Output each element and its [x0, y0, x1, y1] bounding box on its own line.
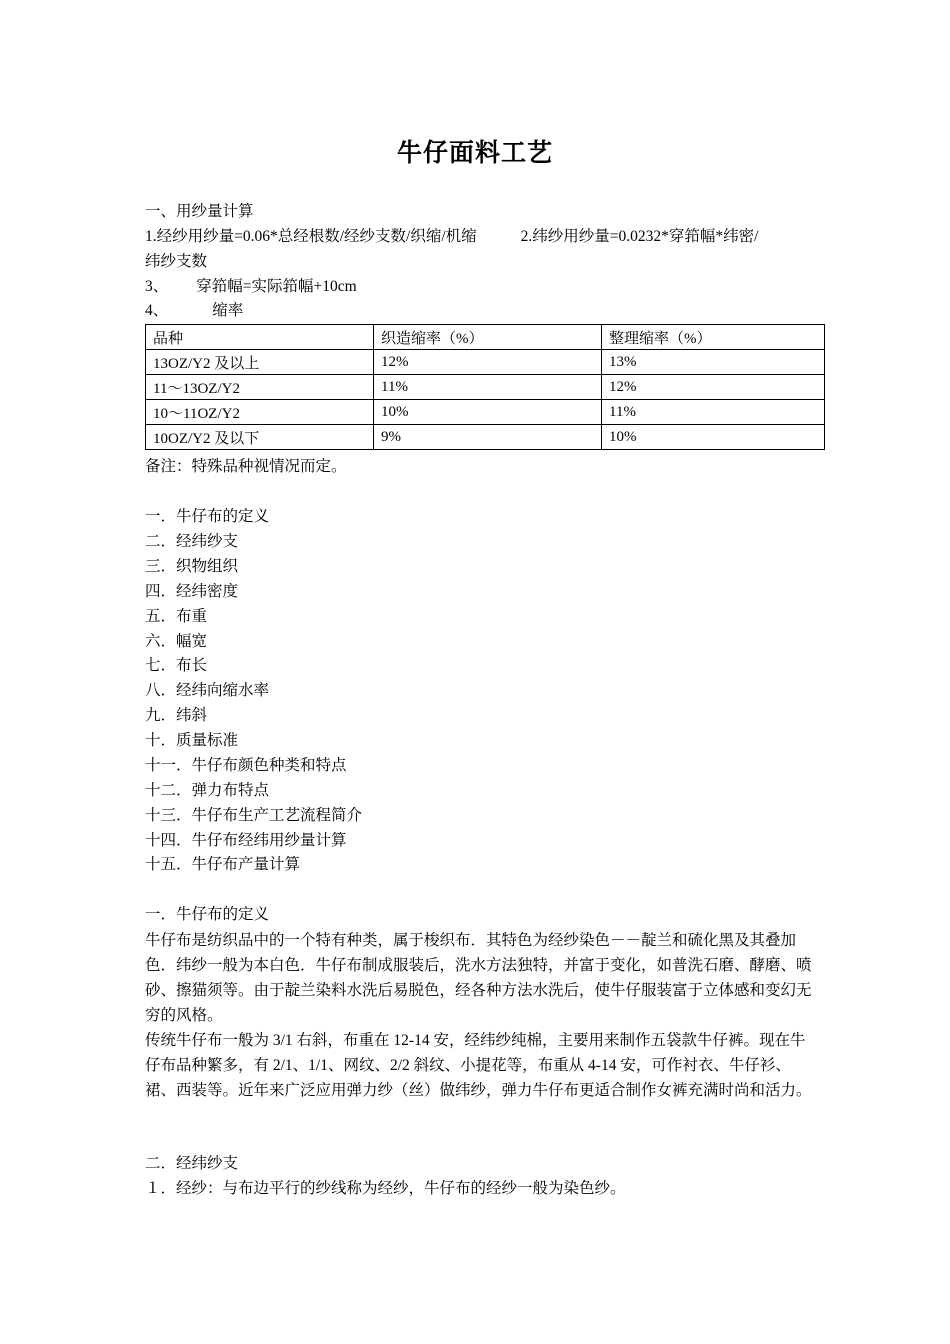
table-header-cell: 整理缩率（%） [602, 325, 825, 350]
item-3-text: 穿筘幅=实际筘幅+10cm [196, 278, 357, 295]
table-header-cell: 织造缩率（%） [374, 325, 602, 350]
table-cell: 10OZ/Y2 及以下 [146, 425, 374, 450]
item-4-text: 缩率 [212, 302, 244, 319]
table-cell: 9% [374, 425, 602, 450]
toc-item: 十．质量标准 [145, 732, 239, 749]
toc-item: 四．经纬密度 [145, 583, 239, 600]
table-cell: 12% [602, 375, 825, 400]
table-cell: 10～11OZ/Y2 [146, 400, 374, 425]
shrink-rate-table [145, 324, 825, 450]
toc-item: 十四．牛仔布经纬用纱量计算 [145, 832, 347, 849]
toc-item: 九．纬斜 [145, 707, 208, 724]
toc-item: 十一．牛仔布颜色种类和特点 [145, 757, 347, 774]
document-title: 牛仔面料工艺 [396, 138, 553, 167]
yarn-calc-heading: 一、用纱量计算 [145, 203, 254, 220]
table-row [146, 350, 825, 375]
weft-formula-cont: 纬纱支数 [145, 253, 208, 270]
table-row [146, 425, 825, 450]
table-cell: 11% [602, 400, 825, 425]
table-header-row [146, 325, 825, 350]
toc-item: 二．经纬纱支 [145, 533, 239, 550]
weft-formula: 2.纬纱用纱量=0.0232*穿筘幅*纬密/ [520, 228, 759, 245]
item-3 [145, 277, 357, 297]
item-4 [145, 301, 243, 321]
table-cell: 12% [374, 350, 602, 375]
table-cell: 13% [602, 350, 825, 375]
item-4-number: 4、 [145, 302, 169, 319]
toc-item: 十三．牛仔布生产工艺流程简介 [145, 807, 363, 824]
section-2-heading: 二．经纬纱支 [145, 1155, 239, 1172]
table-cell: 13OZ/Y2 及以上 [146, 350, 374, 375]
yarn-formula-line [145, 227, 758, 247]
toc-item: 一．牛仔布的定义 [145, 508, 270, 525]
item-3-number: 3、 [145, 278, 169, 295]
table-note: 备注：特殊品种视情况而定。 [145, 458, 347, 475]
section-2-item: １．经纱：与布边平行的纱线称为经纱，牛仔布的经纱一般为染色纱。 [145, 1180, 626, 1197]
section-1-paragraph: 牛仔布是纺织品中的一个特有种类，属于梭织布．其特色为经纱染色－－靛兰和硫化黑及其叠加色．纬纱一般为本白色．牛仔布制成服装后，洗水方法独特，并富于变化，如普洗石磨、酵磨、喷砂、擦猫须等。由于靛兰染料水洗后易脱色，经各种方法水洗后，使牛仔服装富于立体感和变幻无穷的风格。 [145, 932, 812, 1024]
table-cell: 11% [374, 375, 602, 400]
toc-item: 八．经纬向缩水率 [145, 682, 270, 699]
toc-item: 三．织物组织 [145, 558, 239, 575]
table-row [146, 375, 825, 400]
toc-item: 十二．弹力布特点 [145, 782, 270, 799]
table-cell: 10% [602, 425, 825, 450]
table-cell: 11～13OZ/Y2 [146, 375, 374, 400]
table-row [146, 400, 825, 425]
toc-item: 七．布长 [145, 657, 208, 674]
table-header-cell: 品种 [146, 325, 374, 350]
toc-item: 五．布重 [145, 608, 208, 625]
section-1-heading: 一．牛仔布的定义 [145, 906, 270, 923]
section-1-paragraph: 传统牛仔布一般为 3/1 右斜，布重在 12-14 安，经纬纱纯棉，主要用来制作五袋款牛仔裤。现在牛仔布品种繁多，有 2/1、1/1、网纹、2/2 斜纹、小提花等，布重从 4-14 安，可作衬衣、牛仔衫、裙、西装等。近年来广泛应用弹力纱（丝）做纬纱，弹力牛仔布更适合制作女裤充满时尚和活力。 [145, 1032, 812, 1099]
toc-item: 六．幅宽 [145, 633, 208, 650]
toc-item: 十五．牛仔布产量计算 [145, 856, 301, 873]
table-cell: 10% [374, 400, 602, 425]
warp-formula: 1.经纱用纱量=0.06*总经根数/经纱支数/织缩/机缩 [145, 228, 477, 245]
